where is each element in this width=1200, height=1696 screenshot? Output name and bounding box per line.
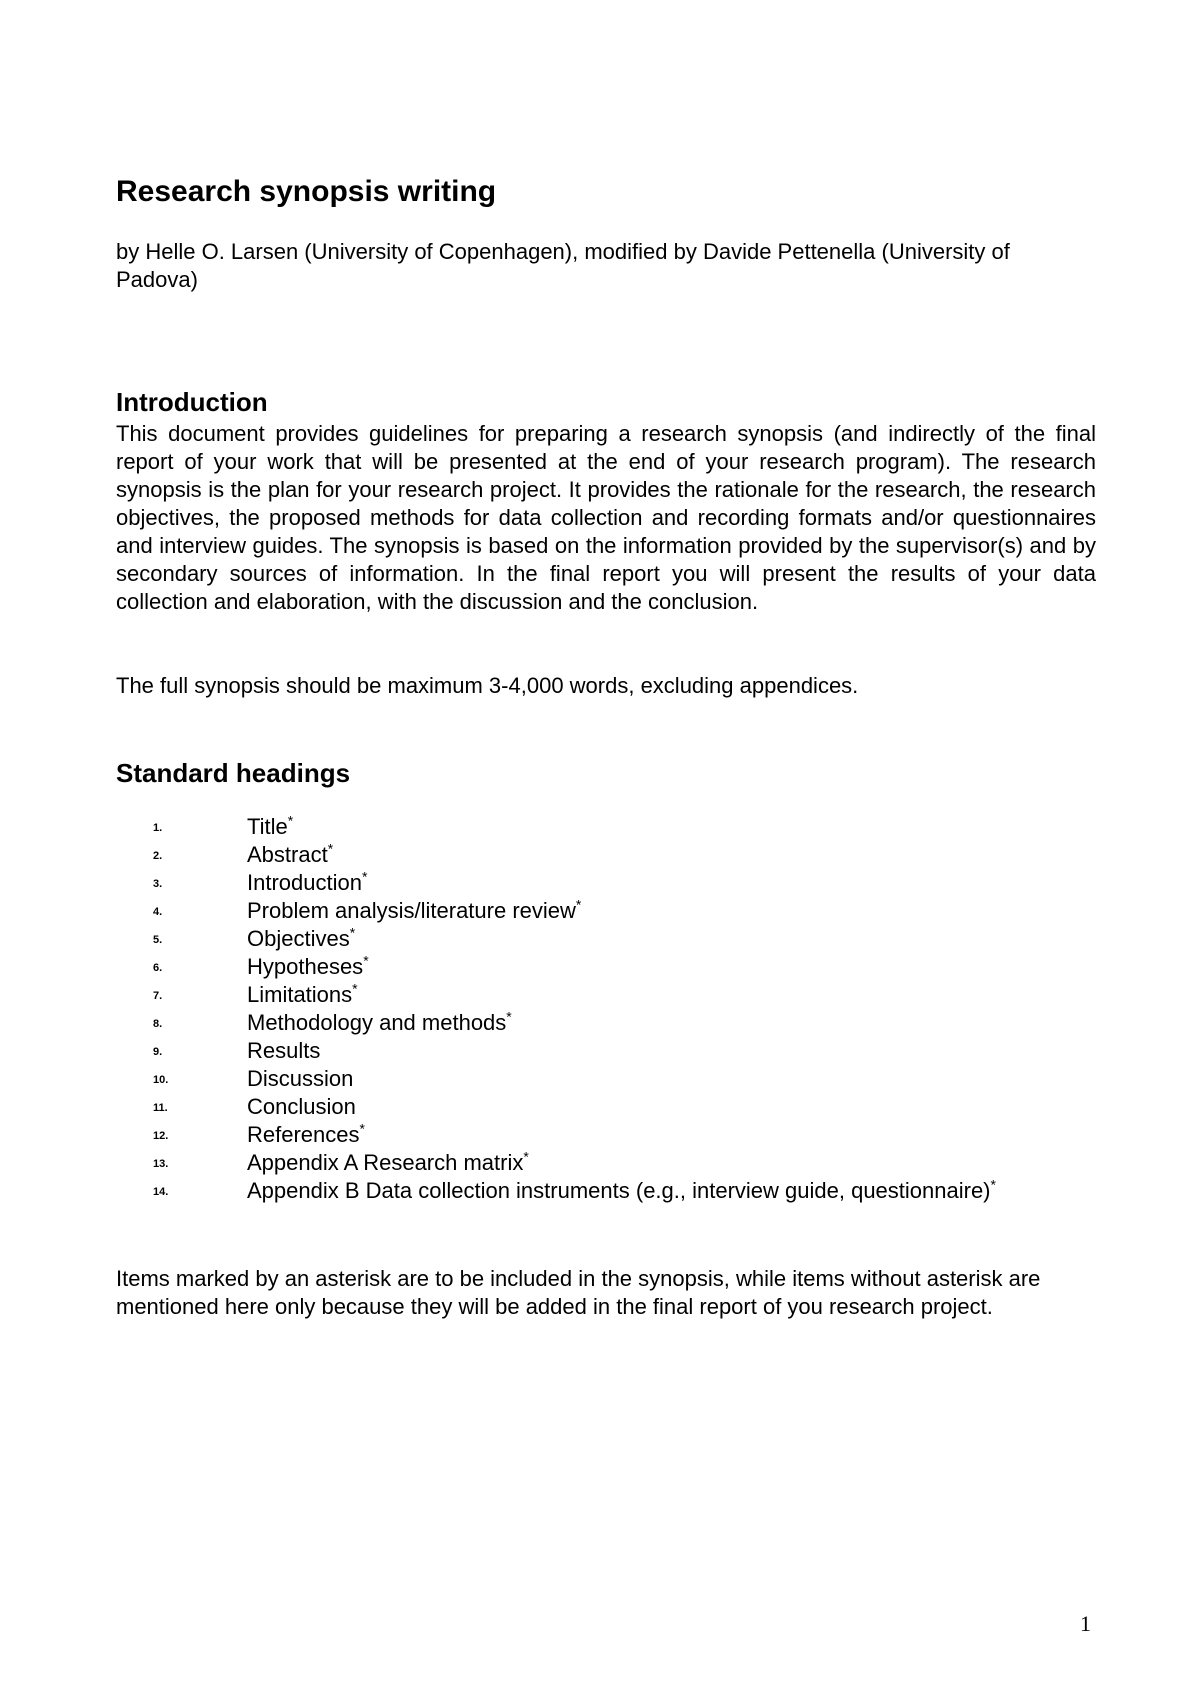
list-item-number: 12. bbox=[153, 1130, 169, 1142]
list-item-text: Objectives bbox=[247, 926, 350, 951]
asterisk-marker: * bbox=[327, 840, 334, 857]
asterisk-marker: * bbox=[506, 1008, 512, 1025]
asterisk-marker: * bbox=[361, 868, 368, 885]
list-item-text: References bbox=[247, 1122, 360, 1147]
list-item-number: 1. bbox=[153, 822, 163, 834]
list-item-label bbox=[247, 1177, 996, 1205]
list-item-label bbox=[247, 981, 358, 1009]
list-item-number: 2. bbox=[153, 850, 163, 862]
list-item-number: 8. bbox=[153, 1018, 163, 1030]
list-item-label bbox=[247, 1121, 365, 1149]
list-item-number: 3. bbox=[153, 878, 163, 890]
list-item-text: Abstract bbox=[247, 842, 328, 867]
asterisk-marker: * bbox=[363, 952, 369, 969]
author-byline: by Helle O. Larsen (University of Copenhagen), modified by Davide Pettenella (University of Padova) bbox=[116, 239, 1010, 292]
list-item-text: Methodology and methods bbox=[247, 1010, 507, 1035]
page-number: 1 bbox=[1080, 1611, 1091, 1636]
asterisk-marker: * bbox=[990, 1176, 996, 1193]
list-item-label bbox=[247, 841, 333, 869]
list-item-label bbox=[247, 953, 369, 981]
list-item-number: 13. bbox=[153, 1158, 169, 1170]
introduction-heading: Introduction bbox=[116, 387, 268, 417]
list-item-text: Hypotheses bbox=[247, 954, 364, 979]
list-item-label bbox=[247, 897, 581, 925]
list-item-number: 4. bbox=[153, 906, 163, 918]
asterisk-note-paragraph: Items marked by an asterisk are to be included in the synopsis, while items without asterisk are mentioned here only because they will be added in the final report of you research project. bbox=[116, 1266, 1041, 1319]
list-item-number: 7. bbox=[153, 990, 163, 1002]
asterisk-marker: * bbox=[359, 1120, 365, 1137]
asterisk-marker: * bbox=[352, 980, 358, 997]
list-item-label bbox=[247, 1009, 512, 1037]
introduction-paragraph: This document provides guidelines for preparing a research synopsis (and indirectly of the final report of your work that will be presented at the end of your research program). The research synopsis is the plan for your research project. It provides the rationale for the research, the research objectives, the proposed methods for data collection and recording formats and/or questionnaires and interview guides. The synopsis is based on the information provided by the supervisor(s) and by secondary sources of information. In the final report you will present the results of your data collection and elaboration, with the discussion and the conclusion. bbox=[116, 421, 1096, 614]
list-item-number: 9. bbox=[153, 1046, 163, 1058]
asterisk-marker: * bbox=[575, 896, 582, 913]
list-item-text: Appendix A Research matrix bbox=[247, 1150, 524, 1175]
list-item-text: Conclusion bbox=[247, 1094, 356, 1119]
list-item-label bbox=[247, 1093, 356, 1121]
list-item-label bbox=[247, 925, 355, 953]
list-item-label bbox=[247, 869, 367, 897]
list-item-label bbox=[247, 1065, 353, 1093]
list-item-label bbox=[247, 813, 293, 841]
list-item-text: Title bbox=[247, 814, 288, 839]
asterisk-marker: * bbox=[349, 924, 356, 941]
list-item-text: Discussion bbox=[247, 1066, 354, 1091]
list-item-number: 14. bbox=[153, 1186, 169, 1198]
list-item-text: Limitations bbox=[247, 982, 353, 1007]
document-title: Research synopsis writing bbox=[116, 175, 497, 208]
list-item-label bbox=[247, 1149, 529, 1177]
list-item-text: Introduction bbox=[247, 870, 362, 895]
list-item-label bbox=[247, 1037, 320, 1065]
asterisk-marker: * bbox=[523, 1148, 529, 1165]
asterisk-marker: * bbox=[287, 812, 294, 829]
word-limit-paragraph: The full synopsis should be maximum 3-4,000 words, excluding appendices. bbox=[116, 673, 859, 698]
list-item-text: Problem analysis/literature review bbox=[247, 898, 576, 923]
standard-headings-heading: Standard headings bbox=[116, 758, 351, 788]
list-item-number: 5. bbox=[153, 934, 163, 946]
list-item-number: 10. bbox=[153, 1074, 169, 1086]
list-item-number: 11. bbox=[153, 1102, 168, 1114]
list-item-text: Appendix B Data collection instruments (e.g., interview guide, questionnaire) bbox=[247, 1178, 991, 1203]
list-item-text: Results bbox=[247, 1038, 321, 1063]
list-item-number: 6. bbox=[153, 962, 163, 974]
